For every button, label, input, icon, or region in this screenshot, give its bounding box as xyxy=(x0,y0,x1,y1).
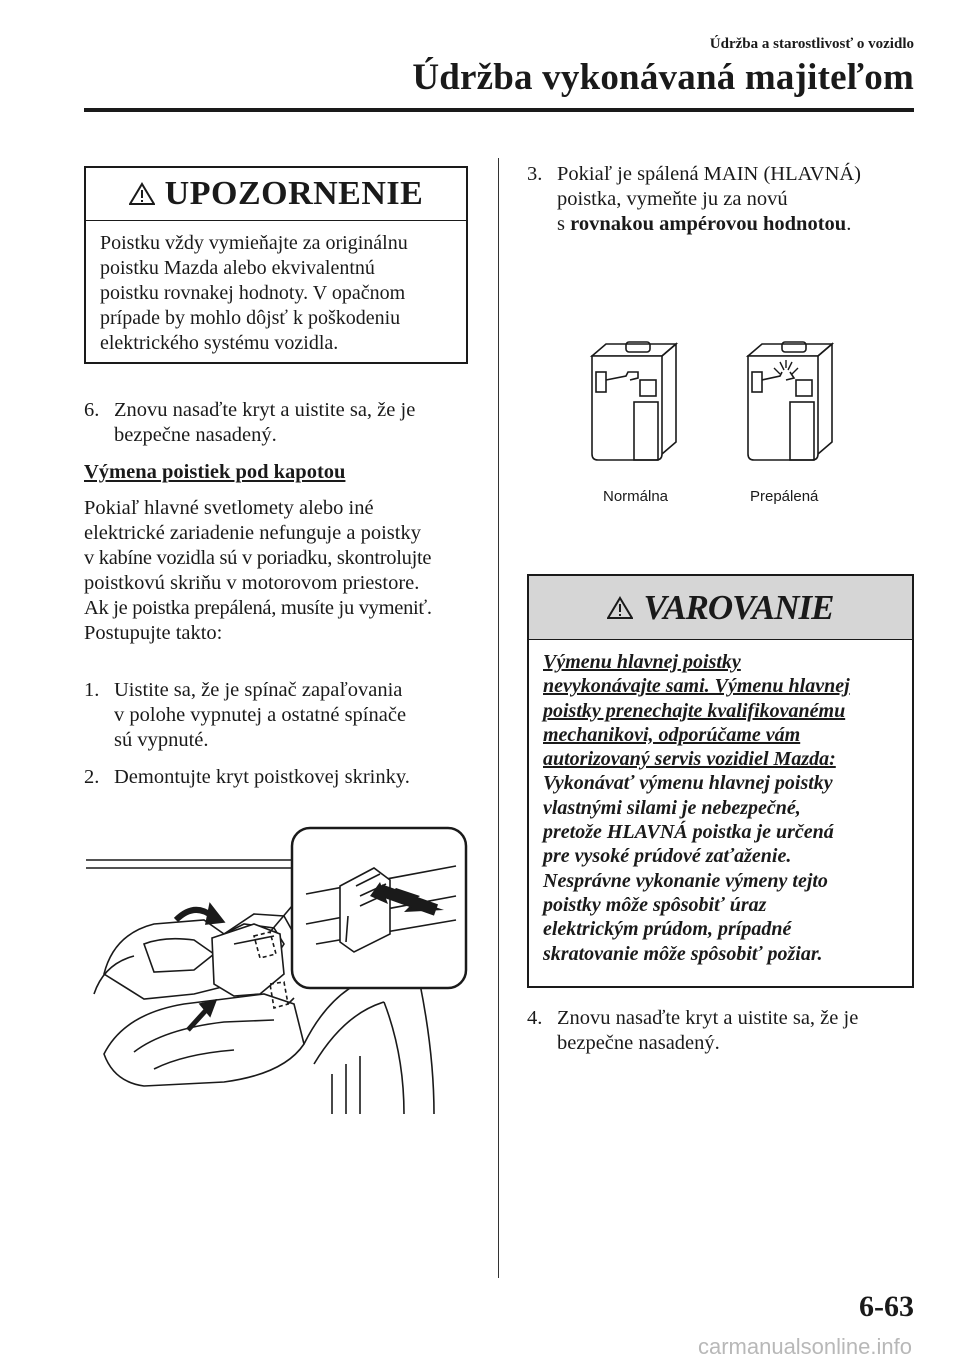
section-heading: Výmena poistiek pod kapotou xyxy=(84,461,346,483)
caution-box xyxy=(84,166,468,364)
warning-triangle-icon xyxy=(607,596,633,620)
page-title: Údržba vykonávaná majiteľom xyxy=(412,57,914,98)
warning-line: vlastnými silami je nebezpečné, xyxy=(543,796,801,819)
caution-line: poistku Mazda alebo ekvivalentnú xyxy=(100,257,375,279)
column-divider xyxy=(498,158,499,1278)
warning-box xyxy=(527,574,914,988)
warning-line: Nesprávne vykonanie výmeny tejto xyxy=(543,869,828,892)
header-rule xyxy=(84,108,914,112)
warning-line: poistky môže spôsobiť úraz xyxy=(543,893,767,916)
fuse-comparison-illustration xyxy=(586,336,846,466)
para-line: Postupujte takto: xyxy=(84,622,223,644)
step-line: Znovu nasaďte kryt a uistite sa, že je xyxy=(114,399,416,421)
caution-line: poistku rovnakej hodnoty. V opačnom xyxy=(100,282,406,304)
warning-line: skratovanie môže spôsobiť požiar. xyxy=(543,942,823,965)
fuse-normal-label: Normálna xyxy=(603,488,669,505)
watermark-link[interactable]: carmanualsonline.info xyxy=(697,1334,912,1359)
step-line: Znovu nasaďte kryt a uistite sa, že je xyxy=(557,1007,859,1029)
step-line: Pokiaľ je spálená MAIN (HLAVNÁ) xyxy=(557,163,862,185)
para-line: Ak je poistka prepálená, musíte ju vymeniť. xyxy=(84,597,432,619)
section-header: Údržba a starostlivosť o vozidlo xyxy=(709,36,914,52)
intro-paragraph xyxy=(84,496,484,646)
warning-caption xyxy=(529,576,912,640)
caution-line: Poistku vždy vymieňajte za originálnu xyxy=(100,232,408,254)
emphasis-text: rovnakou ampérovou hodnotou xyxy=(570,213,847,235)
warning-line: pre vysoké prúdové zaťaženie. xyxy=(543,845,792,868)
caution-caption xyxy=(86,168,466,221)
warning-line: Vykonávať výmenu hlavnej poistky xyxy=(543,772,833,795)
step-2 xyxy=(84,765,484,790)
warning-line: mechanikovi, odporúčame vám xyxy=(543,723,801,746)
step-line: sú vypnuté. xyxy=(114,729,209,751)
caution-line: prípade by mohlo dôjsť k poškodeniu xyxy=(100,307,401,329)
para-line: Pokiaľ hlavné svetlomety alebo iné xyxy=(84,497,374,519)
step-number: 6. xyxy=(84,399,100,421)
fuse-blown-label: Prepálená xyxy=(750,488,819,505)
step-line: bezpečne nasadený. xyxy=(557,1032,720,1054)
page-number: 6-63 xyxy=(859,1290,914,1323)
step-line: v polohe vypnutej a ostatné spínače xyxy=(114,704,407,726)
caution-label: UPOZORNENIE xyxy=(164,175,424,212)
step-line: Uistite sa, že je spínač zapaľovania xyxy=(114,679,403,701)
step-number: 4. xyxy=(527,1007,543,1029)
step-4 xyxy=(527,1006,927,1056)
step-3 xyxy=(527,162,927,237)
para-line: elektrické zariadenie nefunguje a poistky xyxy=(84,522,421,544)
fuse-box-illustration xyxy=(84,824,474,1114)
warning-text xyxy=(529,640,912,966)
caution-line: elektrického systému vozidla. xyxy=(100,332,339,354)
step-1 xyxy=(84,678,484,753)
warning-triangle-icon xyxy=(129,182,155,206)
caution-text xyxy=(86,221,466,356)
step-line: Demontujte kryt poistkovej skrinky. xyxy=(114,766,410,788)
step-line: poistka, vymeňte ju za novú xyxy=(557,188,788,210)
warning-label: VAROVANIE xyxy=(643,587,834,627)
warning-line: poistky prenechajte kvalifikovanému xyxy=(543,699,846,722)
step-6 xyxy=(84,398,484,448)
step-number: 1. xyxy=(84,679,100,701)
step-line: bezpečne nasadený. xyxy=(114,424,277,446)
para-line: v kabíne vozidla sú v poriadku, skontrolujte xyxy=(84,547,432,569)
warning-line: nevykonávajte sami. Výmenu hlavnej xyxy=(543,675,850,698)
para-line: poistkovú skriňu v motorovom priestore. xyxy=(84,572,420,594)
warning-line: elektrickým prúdom, prípadné xyxy=(543,918,792,941)
warning-line: Výmenu hlavnej poistky xyxy=(543,651,741,673)
step-line: s rovnakou ampérovou hodnotou. xyxy=(557,213,852,235)
step-number: 3. xyxy=(527,163,543,185)
warning-line: autorizovaný servis vozidiel Mazda: xyxy=(543,748,836,771)
warning-line: pretože HLAVNÁ poistka je určená xyxy=(543,821,834,844)
step-number: 2. xyxy=(84,766,100,788)
